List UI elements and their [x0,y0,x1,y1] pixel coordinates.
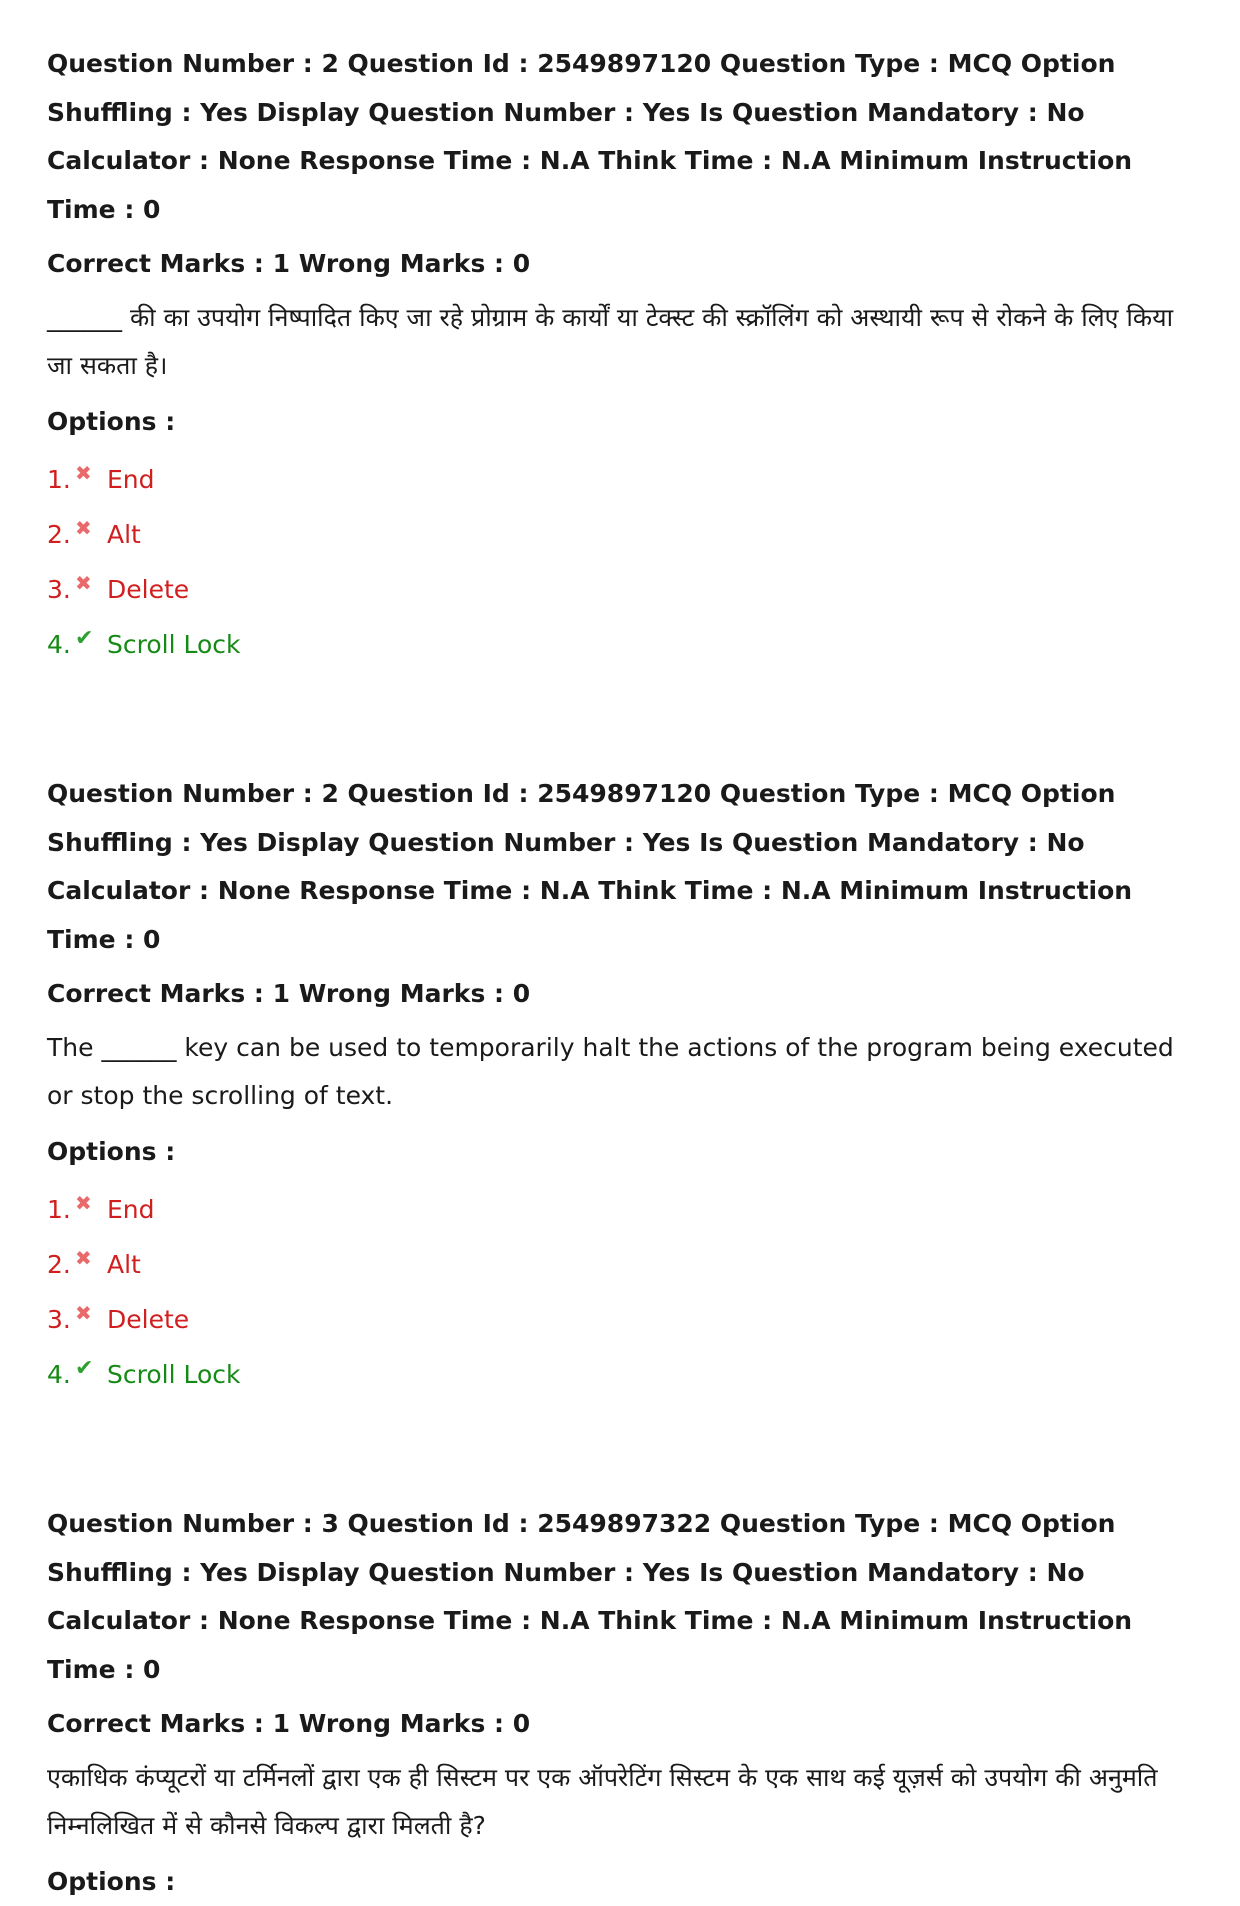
question-text-hindi: ______ की का उपयोग निष्पादित किए जा रहे प्रोग्राम के कार्यों या टेक्स्ट की स्क्रॉलिंग को अस्थायी रूप से रोकने के लिए किया जा सकता है। [47,303,1174,380]
options-heading: Options : [47,1867,176,1896]
question-marks: Correct Marks : 1 Wrong Marks : 0 [47,979,531,1008]
question-marks: Correct Marks : 1 Wrong Marks : 0 [47,1709,531,1738]
block-spacer [47,1402,1207,1500]
option-3 [47,562,1207,617]
option-number: 1. [47,465,71,494]
option-number: 1. [47,1195,71,1224]
question-text-hindi: एकाधिक कंप्यूटरों या टर्मिनलों द्वारा एक ही सिस्टम पर एक ऑपरेटिंग सिस्टम के एक साथ कई यूज़र्स को उपयोग की अनुमति निम्नलिखित में से कौनसे विकल्प द्वारा मिलती है? [47,1763,1158,1840]
question-meta: Question Number : 2 Question Id : 2549897120 Question Type : MCQ Option Shuffling : Yes Display Question Number : Yes Is Question Mandatory : No Calculator : None Response Time : N.A Think Time : N.A Minimum Instruction Time : 0 [47,779,1133,954]
option-number: 4. [47,630,71,659]
question-block-3 [47,1500,1207,1906]
option-number: 4. [47,1360,71,1389]
option-2 [47,1237,1207,1292]
question-paper [47,40,1207,1906]
option-4-correct [47,617,1207,672]
block-spacer [47,672,1207,770]
option-label: Scroll Lock [107,1360,241,1389]
options-heading: Options : [47,1137,176,1166]
question-text-english: The ______ key can be used to temporarily halt the actions of the program being executed or stop the scrolling of text. [47,1033,1174,1110]
options-list [47,452,1207,672]
option-2 [47,507,1207,562]
question-meta: Question Number : 2 Question Id : 2549897120 Question Type : MCQ Option Shuffling : Yes Display Question Number : Yes Is Question Mandatory : No Calculator : None Response Time : N.A Think Time : N.A Minimum Instruction Time : 0 [47,49,1133,224]
options-list [47,1182,1207,1402]
question-meta: Question Number : 3 Question Id : 2549897322 Question Type : MCQ Option Shuffling : Yes Display Question Number : Yes Is Question Mandatory : No Calculator : None Response Time : N.A Think Time : N.A Minimum Instruction Time : 0 [47,1509,1133,1684]
option-label: Alt [107,1250,141,1279]
cross-icon: ✖ [75,1246,92,1270]
cross-icon: ✖ [75,516,92,540]
option-label: Scroll Lock [107,630,241,659]
cross-icon: ✖ [75,461,92,485]
option-number: 2. [47,520,71,549]
option-3 [47,1292,1207,1347]
cross-icon: ✖ [75,1301,92,1325]
cross-icon: ✖ [75,571,92,595]
option-number: 3. [47,575,71,604]
check-icon: ✔ [75,1356,94,1381]
option-label: Delete [107,1305,190,1334]
option-number: 3. [47,1305,71,1334]
option-label: Delete [107,575,190,604]
option-label: End [107,1195,155,1224]
question-block-1 [47,40,1207,672]
check-icon: ✔ [75,626,94,651]
option-1 [47,452,1207,507]
question-marks: Correct Marks : 1 Wrong Marks : 0 [47,249,531,278]
option-4-correct [47,1347,1207,1402]
option-label: Alt [107,520,141,549]
options-heading: Options : [47,407,176,436]
option-number: 2. [47,1250,71,1279]
option-label: End [107,465,155,494]
cross-icon: ✖ [75,1191,92,1215]
option-1 [47,1182,1207,1237]
question-block-2 [47,770,1207,1402]
